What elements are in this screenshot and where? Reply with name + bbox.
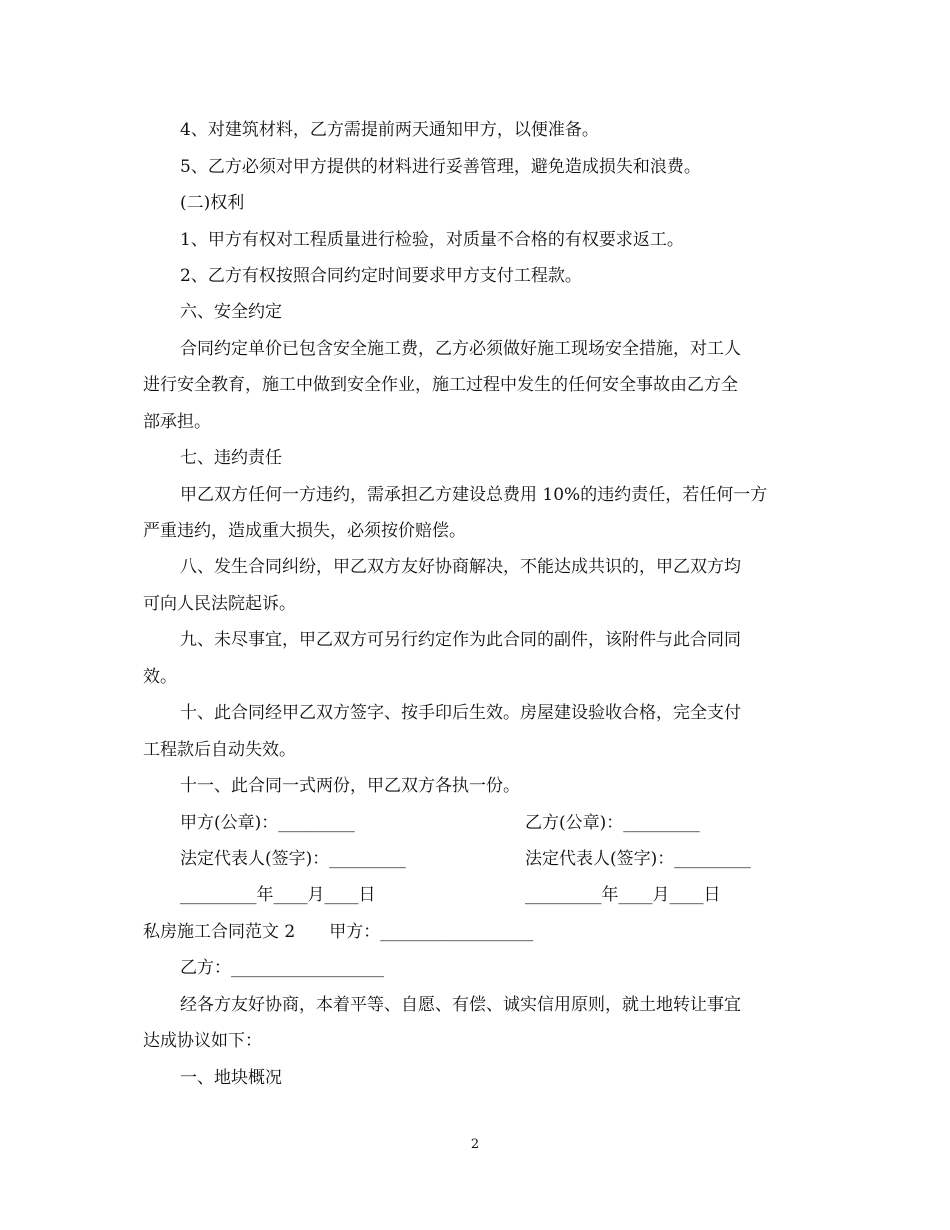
safety-paragraph-line-2: 进行安全教育，施工中做到安全作业，施工过程中发生的任何安全事故由乙方全 <box>143 375 738 395</box>
second-contract-party-b: 乙方：__________________ <box>180 958 384 978</box>
effect-paragraph-line-2: 工程款后自动失效。 <box>143 740 296 760</box>
second-contract-intro-line-1: 经各方友好协商，本着平等、自愿、有偿、诚实信用原则，就土地转让事宜 <box>180 995 741 1015</box>
second-contract-intro-line-2: 达成协议如下： <box>143 1031 262 1051</box>
safety-paragraph-line-3: 部承担。 <box>143 412 211 432</box>
safety-paragraph-line-1: 合同约定单价已包含安全施工费，乙方必须做好施工现场安全措施，对工人 <box>180 339 741 359</box>
clause-quality-inspection: 1、甲方有权对工程质量进行检验，对质量不合格的有权要求返工。 <box>180 230 684 250</box>
section-liability-heading: 七、违约责任 <box>180 448 282 468</box>
party-b-representative-field: 法定代表人(签字)：_________ <box>525 849 751 869</box>
liability-paragraph-line-2: 严重违约，造成重大损失，必须按价赔偿。 <box>143 521 466 541</box>
dispute-paragraph-line-2: 可向人民法院起诉。 <box>143 594 296 614</box>
copies-paragraph: 十一、此合同一式两份，甲乙双方各执一份。 <box>180 776 520 796</box>
clause-payment-right: 2、乙方有权按照合同约定时间要求甲方支付工程款。 <box>180 266 582 286</box>
clause-material-management: 5、乙方必须对甲方提供的材料进行妥善管理，避免造成损失和浪费。 <box>180 157 701 177</box>
party-a-date-field: _________年____月____日 <box>180 885 376 905</box>
effect-paragraph-line-1: 十、此合同经甲乙双方签字、按手印后生效。房屋建设验收合格，完全支付 <box>180 703 741 723</box>
clause-material-notice: 4、对建筑材料，乙方需提前两天通知甲方，以便准备。 <box>180 120 599 140</box>
page-number: 2 <box>470 1137 480 1152</box>
party-b-date-field: _________年____月____日 <box>525 885 721 905</box>
party-a-representative-field: 法定代表人(签字)：_________ <box>180 849 406 869</box>
supplement-paragraph-line-1: 九、未尽事宜，甲乙双方可另行约定作为此合同的副件，该附件与此合同同 <box>180 630 741 650</box>
party-a-seal-field: 甲方(公章)：_________ <box>180 813 355 833</box>
second-contract-title-line: 私房施工合同范文 2 甲方：__________________ <box>143 922 534 942</box>
section-rights-heading: (二)权利 <box>180 193 245 213</box>
party-b-seal-field: 乙方(公章)：_________ <box>525 813 700 833</box>
section-safety-heading: 六、安全约定 <box>180 302 282 322</box>
supplement-paragraph-line-2: 效。 <box>143 667 177 687</box>
dispute-paragraph-line-1: 八、发生合同纠纷，甲乙双方友好协商解决，不能达成共识的，甲乙双方均 <box>180 557 741 577</box>
section-plot-overview-heading: 一、地块概况 <box>180 1068 282 1088</box>
liability-paragraph-line-1: 甲乙双方任何一方违约，需承担乙方建设总费用 10%的违约责任，若任何一方 <box>180 485 768 505</box>
